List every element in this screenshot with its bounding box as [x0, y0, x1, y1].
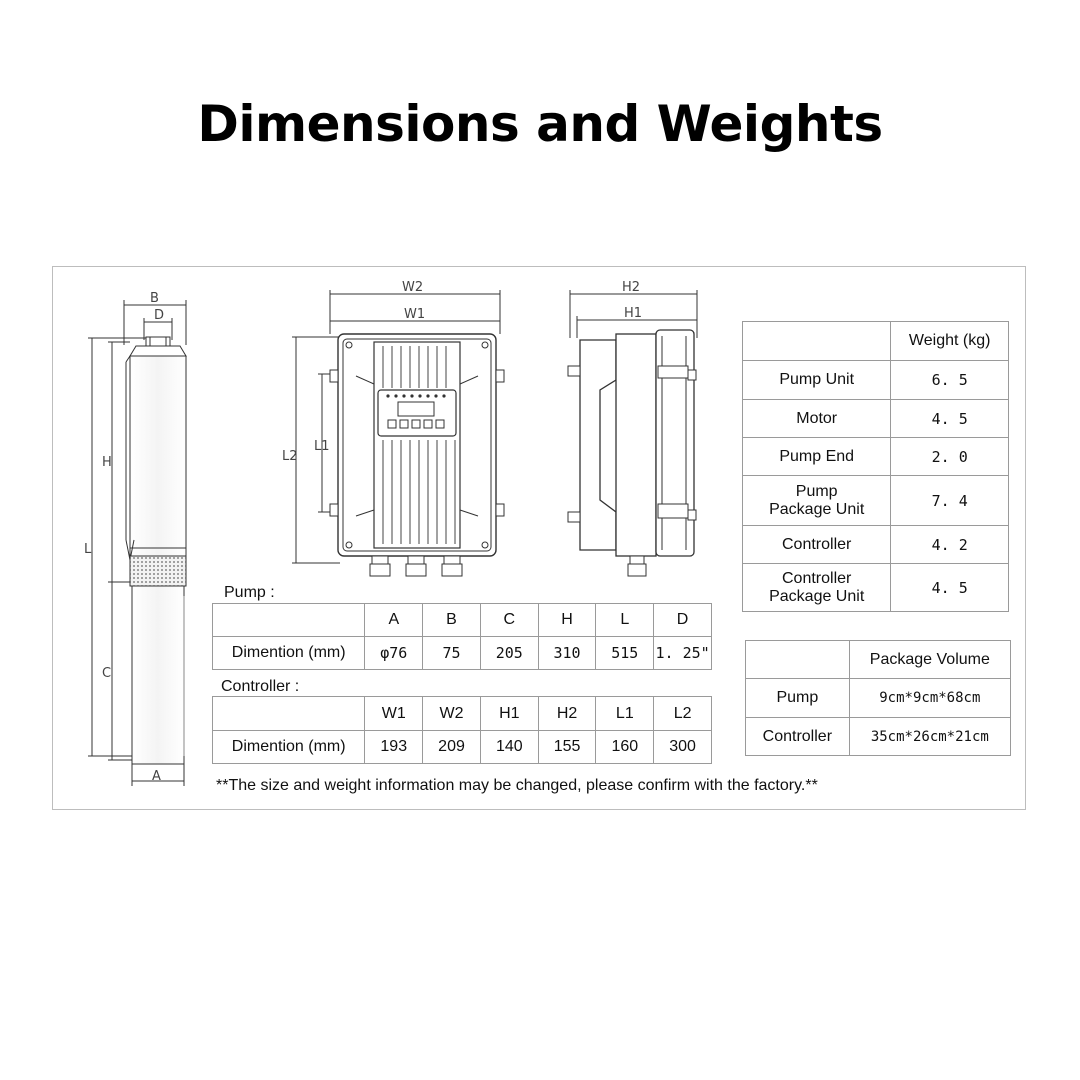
weight-value-pump-unit: 6. 5: [891, 361, 1009, 400]
dim-label-l2: L2: [282, 449, 298, 464]
controller-front-drawing: [292, 290, 504, 576]
weight-item-pump-package: [743, 476, 891, 526]
dim-label-d: D: [154, 308, 165, 323]
volume-header: Package Volume: [849, 641, 1010, 679]
dim-label-a: A: [152, 769, 161, 784]
weight-item-controller-package-line2: Package Unit: [769, 587, 865, 605]
volume-item-pump: Pump: [746, 679, 850, 718]
weight-item-pump-end: Pump End: [743, 438, 891, 476]
pump-header-b: B: [423, 604, 481, 637]
pump-header-a: A: [365, 604, 423, 637]
controller-value-h2: 155: [538, 731, 596, 764]
dim-label-w1: W1: [404, 307, 426, 322]
dim-label-c: C: [102, 666, 112, 681]
controller-header-h2: H2: [538, 697, 596, 731]
controller-value-w2: 209: [423, 731, 481, 764]
volume-item-controller: Controller: [746, 718, 850, 756]
pump-header-d: D: [654, 604, 712, 637]
pump-value-h: 310: [538, 637, 596, 670]
controller-value-w1: 193: [365, 731, 423, 764]
weight-item-pump-package-line2: Package Unit: [769, 500, 865, 518]
controller-header-w2: W2: [423, 697, 481, 731]
controller-side-drawing: [568, 290, 697, 576]
weight-item-controller-package-line1: Controller: [782, 569, 852, 587]
controller-dimension-table: [212, 696, 712, 764]
volume-value-controller: 35cm*26cm*21cm: [849, 718, 1010, 756]
controller-header-w1: W1: [365, 697, 423, 731]
dim-label-h: H: [102, 455, 112, 470]
controller-header-blank: [213, 697, 365, 731]
pump-header-l: L: [596, 604, 654, 637]
pump-row-label: Dimention (mm): [213, 637, 365, 670]
weight-item-controller-package: [743, 564, 891, 612]
controller-table-caption: Controller :: [221, 678, 300, 695]
disclaimer-note: **The size and weight information may be changed, please confirm with the factory.**: [216, 777, 818, 794]
dim-label-b: B: [150, 291, 159, 306]
controller-row-label: Dimention (mm): [213, 731, 365, 764]
weight-item-pump-package-line1: Pump: [795, 482, 838, 500]
weight-value-controller-package: 4. 5: [891, 564, 1009, 612]
dim-label-h1: H1: [624, 306, 643, 321]
weight-value-pump-package: 7. 4: [891, 476, 1009, 526]
pump-value-b: 75: [423, 637, 481, 670]
controller-header-h1: H1: [480, 697, 538, 731]
controller-value-h1: 140: [480, 731, 538, 764]
pump-drawing: [88, 300, 186, 786]
pump-value-c: 205: [480, 637, 538, 670]
dim-label-l1: L1: [314, 439, 330, 454]
pump-table-caption: Pump :: [224, 584, 275, 601]
weight-value-controller: 4. 2: [891, 526, 1009, 564]
weight-value-motor: 4. 5: [891, 400, 1009, 438]
pump-header-blank: [213, 604, 365, 637]
pump-value-a: φ76: [365, 637, 423, 670]
dim-label-w2: W2: [402, 280, 424, 295]
pump-dimension-table: [212, 603, 712, 670]
package-volume-table: [745, 640, 1011, 756]
pump-header-h: H: [538, 604, 596, 637]
pump-header-c: C: [480, 604, 538, 637]
controller-header-l1: L1: [596, 697, 654, 731]
dim-label-l: L: [84, 542, 92, 557]
weight-item-controller: Controller: [743, 526, 891, 564]
controller-header-l2: L2: [654, 697, 712, 731]
weight-value-pump-end: 2. 0: [891, 438, 1009, 476]
pump-value-l: 515: [596, 637, 654, 670]
controller-value-l2: 300: [654, 731, 712, 764]
page-title: Dimensions and Weights: [197, 95, 883, 153]
weight-item-motor: Motor: [743, 400, 891, 438]
dim-label-h2: H2: [622, 280, 641, 295]
weight-header-blank: [743, 322, 891, 361]
weight-item-pump-unit: Pump Unit: [743, 361, 891, 400]
weight-header: Weight (kg): [891, 322, 1009, 361]
controller-value-l1: 160: [596, 731, 654, 764]
volume-header-blank: [746, 641, 850, 679]
pump-value-d: 1. 25": [654, 637, 712, 670]
weight-table: [742, 321, 1009, 612]
volume-value-pump: 9cm*9cm*68cm: [849, 679, 1010, 718]
